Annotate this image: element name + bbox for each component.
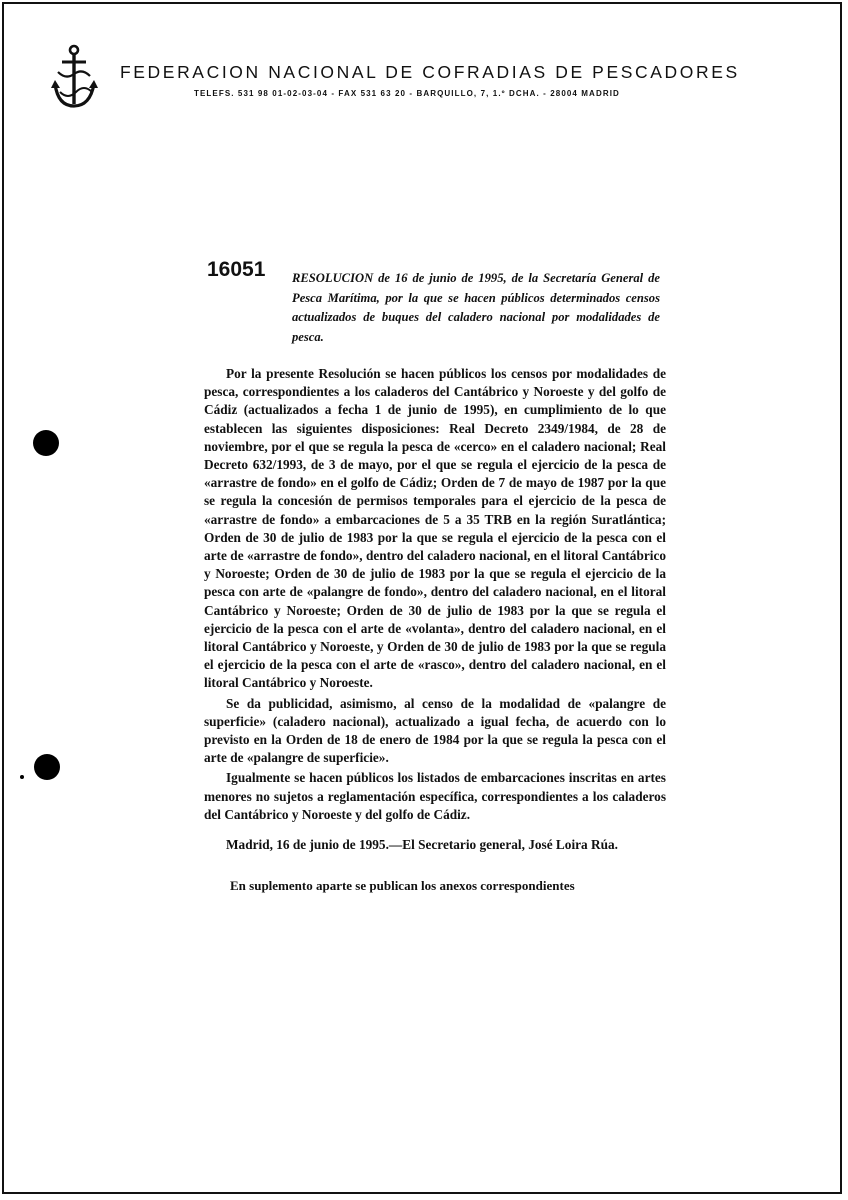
body-paragraph: Se da publicidad, asimismo, al censo de la modalidad de «palangre de superficie» (caladero nacional), actualizado a igual fecha, de acuerdo con lo previsto en la Orden de 18 de enero de 1984 por la que se regula la pesca con el arte de «palangre de superficie». [204,695,666,766]
body-paragraph: Igualmente se hacen públicos los listados de embarcaciones inscritas en artes menores no sujetos a reglamentación específica, correspondientes a los caladeros del Cantábrico y Noroeste y del golfo de Cádiz. [204,770,666,822]
organization-name: FEDERACION NACIONAL DE COFRADIAS DE PESCADORES [120,62,740,82]
supplement-note: En suplemento aparte se publican los anexos correspondientes [230,878,575,893]
resolution-body [204,365,666,826]
punch-hole [34,754,60,780]
anchor-icon [50,44,100,112]
scan-speck [20,775,24,779]
punch-hole [33,430,59,456]
signature-line: Madrid, 16 de junio de 1995.—El Secretario general, José Loira Rúa. [226,837,618,852]
body-paragraph: Por la presente Resolución se hacen públicos los censos por modalidades de pesca, correspondientes a los caladeros del Cantábrico y Noroeste y del golfo de Cádiz (actualizados a fecha 1 de junio de 1995), en cumplimiento de lo que establecen las siguientes disposiciones: Real Decreto 2349/1984, de 28 de noviembre, por el que se regula la pesca de «cerco» en el caladero nacional; Real Decreto 632/1993, de 3 de mayo, por el que se regula el ejercicio de la pesca de «arrastre de fondo» en el golfo de Cádiz; Orden de 7 de mayo de 1987 por la que se regula la concesión de permisos temporales para el ejercicio de la pesca de «arrastre de fondo» a embarcaciones de 5 a 35 TRB en la región Suratlántica; Orden de 30 de julio de 1983 por la que se regula el ejercicio de la pesca con el arte de «arrastre de fondo», dentro del caladero nacional, en el litoral Cantábrico y Noroeste; Orden de 30 de julio de 1983 por la que se regula el ejercicio de la pesca con arte de «palangre de fondo», dentro del caladero nacional, en el litoral Cantábrico y Noroeste; Orden de 30 de julio de 1983 por la que se regula el ejercicio de la pesca con el arte de «volanta», dentro del caladero nacional, en el litoral Cantábrico y Noroeste, y Orden de 30 de julio de 1983 por la que se regula el ejercicio de la pesca con el arte de «rasco», dentro del caladero nacional, en el litoral Cantábrico y Noroeste. [204,366,666,691]
resolution-number: 16051 [207,258,266,281]
resolution-title: RESOLUCION de 16 de junio de 1995, de la Secretaría General de Pesca Marítima, por la que se hacen públicos determinados censos actualizados de buques del caladero nacional por modalidades de pesca. [292,271,660,344]
organization-contact: TELEFS. 531 98 01-02-03-04 - FAX 531 63 20 - BARQUILLO, 7, 1.º DCHA. - 28004 MADRID [194,89,620,98]
